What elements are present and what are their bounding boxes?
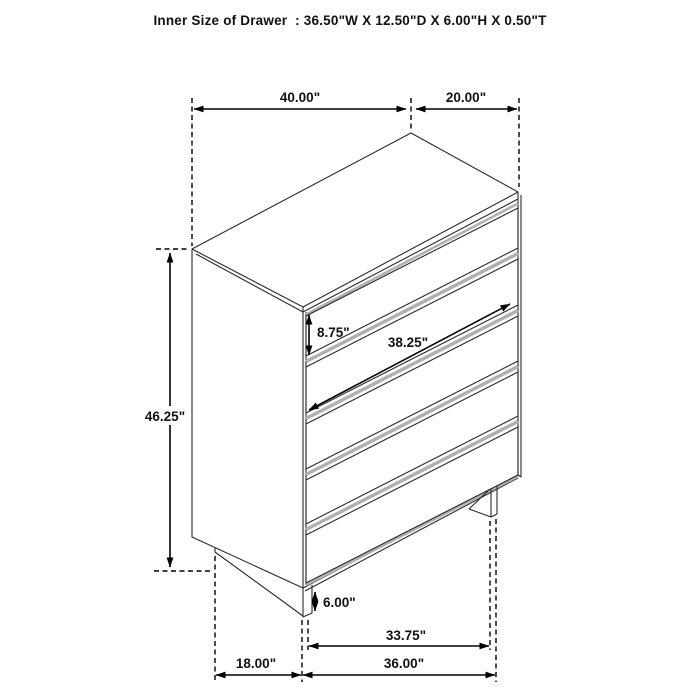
page-title: Inner Size of Drawer : 36.50"W X 12.50"D X 6.00"H X 0.50"T bbox=[153, 13, 547, 28]
cabinet-drawing bbox=[192, 133, 521, 617]
dim-drawer-width bbox=[309, 304, 510, 410]
cabinet-top-face bbox=[192, 133, 518, 307]
dim-base-depth-label: 18.00" bbox=[235, 656, 277, 671]
dim-top-depth-label: 20.00" bbox=[445, 90, 487, 105]
cabinet-left-face bbox=[192, 249, 303, 588]
cabinet-front-face bbox=[303, 192, 518, 588]
dim-top-width-label: 40.00" bbox=[279, 90, 321, 105]
dim-drawer-width-label: 38.25" bbox=[387, 335, 429, 350]
drawer-5 bbox=[306, 427, 518, 583]
dim-base-inner-width-label: 33.75" bbox=[385, 628, 427, 643]
cabinet-front-inner-border bbox=[305, 312, 518, 591]
dim-leg-height-label: 6.00" bbox=[323, 595, 356, 610]
dim-drawer-height-label: 8.75" bbox=[317, 325, 350, 340]
dim-base-width-label: 36.00" bbox=[383, 656, 425, 671]
dim-overall-height-label: 46.25" bbox=[144, 409, 186, 424]
cabinet-top-slab-edge bbox=[196, 199, 518, 312]
